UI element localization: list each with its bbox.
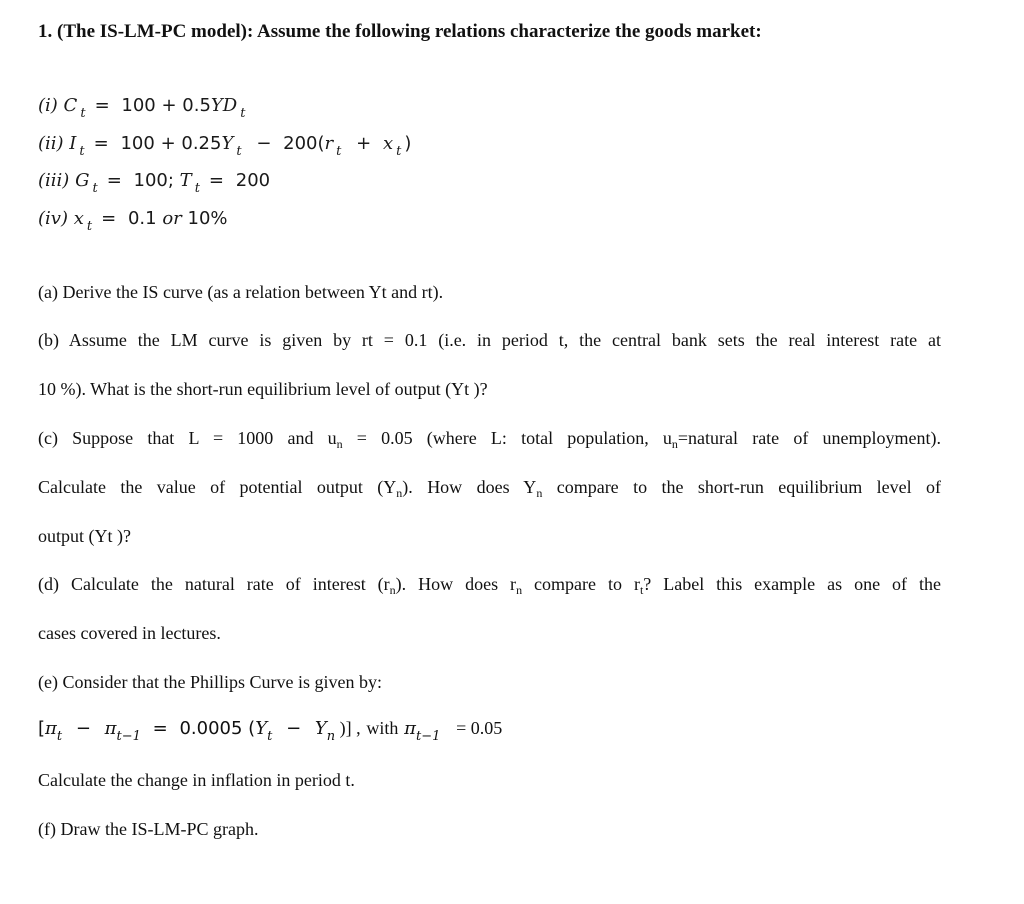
eq-variable: I (69, 133, 77, 154)
eq-label: (iv) (38, 208, 68, 229)
eq-percent: 10% (187, 208, 228, 229)
question-d-line-2: cases covered in lectures. (38, 623, 221, 643)
subscript: t (267, 729, 273, 744)
subscript: n (396, 486, 403, 500)
pi-value: = 0.05 (456, 718, 503, 738)
pi-symbol: π (404, 718, 416, 739)
eq-variable: C (63, 95, 78, 116)
eq-variable: x (73, 208, 84, 229)
text-run: ? Label this example as one of the (643, 574, 941, 594)
question-c-line-2 (38, 477, 941, 498)
eq-rhs-subscript: t (240, 106, 246, 121)
subscript: t−1 (116, 729, 141, 744)
closing: )] , (335, 718, 361, 738)
eq-minus: − (256, 133, 272, 154)
text-run: (d) Calculate the natural rate of interest (r (38, 574, 390, 594)
subscript: n (326, 729, 336, 744)
text-run: compare to r (522, 574, 640, 594)
eq-x-subscript: t (396, 144, 402, 159)
question-c-line-3: output (Yt )? (38, 526, 131, 546)
output-variable: Y (255, 718, 268, 739)
question-f: (f) Draw the IS-LM-PC graph. (38, 819, 259, 839)
eq-subscript: t (92, 181, 98, 196)
potential-output-variable: Y (314, 718, 327, 739)
pi-symbol: π (45, 718, 57, 739)
question-heading: 1. (The IS-LM-PC model): Assume the following relations characterize the goods market: (38, 21, 762, 42)
equation-consumption: (i) C $_t$ = 100 + 0.5YD $_t$ (38, 95, 246, 121)
equation-investment: (ii) I $_t$ = 100 + 0.25Y $_t$ − 200(r $_t$ + x $_t$ ) (38, 133, 412, 159)
question-e-calc: Calculate the change in inflation in period t. (38, 770, 355, 790)
eq-close: ) (404, 133, 412, 154)
equation-markup: (iv) x $_t$ = 0.1 or 10% (38, 208, 228, 234)
eq-or: or (162, 208, 182, 229)
question-a: (a) Derive the IS curve (as a relation between Yt and rt). (38, 282, 444, 302)
question-b-line-2: 10 %). What is the short-run equilibrium level of output (Yt )? (38, 379, 488, 399)
bracket: [ (38, 718, 46, 739)
eq-label: (ii) (38, 133, 64, 154)
subscript: n (671, 437, 678, 451)
text-run: = 0.05 (where L: total population, u (342, 428, 672, 448)
eq-label: (i) (38, 95, 58, 116)
question-e: (e) Consider that the Phillips Curve is given by: (38, 672, 382, 692)
eq-variable: G (75, 170, 90, 191)
eq-rhs: 100; (133, 170, 174, 191)
eq-tail: 200( (283, 133, 325, 154)
eq-variable-2: T (179, 170, 192, 191)
text-run: ). How does r (395, 574, 517, 594)
eq-rhs-variable: YD (210, 95, 238, 116)
eq-r-subscript: t (336, 144, 342, 159)
subscript: t−1 (415, 729, 441, 744)
eq-r: r (324, 133, 334, 154)
subscript: n (336, 437, 343, 451)
question-d-line-1 (38, 574, 941, 595)
eq-subscript: t (86, 219, 93, 234)
subscript: n (389, 583, 396, 597)
phillips-curve-equation (38, 718, 503, 744)
equation-government: (iii) G $_t$ = 100; T $_t$ = 200 (38, 170, 271, 196)
eq-rhs: 0.1 (127, 208, 157, 229)
subscript: n (536, 486, 543, 500)
equals: = (152, 718, 168, 739)
eq-rhs-variable: Y (221, 133, 234, 154)
text-run: =natural rate of unemployment). (677, 428, 941, 448)
eq-subscript-2: t (194, 181, 200, 196)
eq-rhs: 100 + 0.5 (121, 95, 211, 116)
with-word: with (366, 718, 399, 738)
subscript: n (516, 583, 523, 597)
subscript: t (639, 583, 644, 597)
question-c-line-1 (38, 428, 941, 449)
text-run: compare to the short-run equilibrium level of (542, 477, 941, 497)
coefficient: 0.0005 ( (179, 718, 256, 739)
eq-subscript: t (80, 106, 86, 121)
eq-rhs: 100 + 0.25 (120, 133, 222, 154)
pi-symbol: π (104, 718, 117, 739)
minus: − (286, 718, 302, 739)
eq-subscript: t (79, 144, 85, 159)
eq-plus: + (356, 133, 372, 154)
eq-label: (iii) (38, 170, 70, 191)
text-run: (c) Suppose that L = 1000 and u (38, 428, 337, 448)
text-run: Calculate the value of potential output (Y (38, 477, 397, 497)
minus: − (75, 718, 91, 739)
eq-rhs-subscript: t (236, 144, 242, 159)
subscript: t (56, 729, 63, 744)
eq-x: x (382, 133, 394, 154)
question-b-line-1: (b) Assume the LM curve is given by rt = 0.1 (i.e. in period t, the central bank sets the real interest rate at (38, 330, 941, 350)
eq-rhs-2: 200 (235, 170, 271, 191)
text-run: ). How does Y (402, 477, 537, 497)
